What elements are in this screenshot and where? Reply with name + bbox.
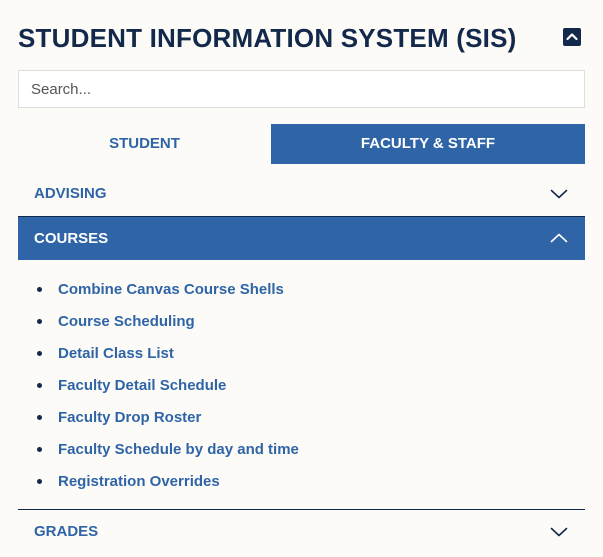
list-item	[18, 404, 585, 436]
page-title: STUDENT INFORMATION SYSTEM (SIS)	[18, 23, 517, 53]
course-link-faculty-schedule-by-day-and-time[interactable]: Faculty Schedule by day and time	[58, 441, 299, 458]
chevron-down-icon	[550, 189, 568, 199]
bullet	[37, 383, 42, 388]
list-item	[18, 276, 585, 308]
bullet	[37, 479, 42, 484]
accordion-courses[interactable]	[18, 216, 585, 260]
list-item	[18, 308, 585, 340]
bullet	[37, 415, 42, 420]
courses-link-list	[18, 276, 585, 500]
course-link-faculty-detail-schedule[interactable]: Faculty Detail Schedule	[58, 377, 227, 394]
accordion-grades[interactable]	[18, 509, 585, 557]
search-input[interactable]	[18, 70, 585, 108]
list-item	[18, 436, 585, 468]
accordion-grades-label: GRADES	[34, 523, 99, 540]
chevron-down-icon	[550, 527, 568, 537]
bullet	[37, 447, 42, 452]
course-link-course-scheduling[interactable]: Course Scheduling	[58, 313, 195, 330]
sis-header	[18, 20, 585, 56]
tab-student[interactable]: STUDENT	[109, 135, 180, 152]
chevron-up-icon	[566, 32, 578, 41]
course-link-registration-overrides[interactable]: Registration Overrides	[58, 473, 220, 490]
accordion-advising[interactable]	[18, 174, 585, 216]
accordion-courses-label: COURSES	[34, 230, 109, 247]
chevron-up-icon	[550, 233, 568, 243]
course-link-detail-class-list[interactable]: Detail Class List	[58, 345, 174, 362]
search-container	[18, 70, 585, 108]
bullet	[37, 351, 42, 356]
course-link-combine-canvas-course-shells[interactable]: Combine Canvas Course Shells	[58, 281, 284, 298]
list-item	[18, 468, 585, 500]
role-tabs	[18, 124, 585, 164]
list-item	[18, 372, 585, 404]
list-item	[18, 340, 585, 372]
tab-faculty-staff[interactable]: FACULTY & STAFF	[271, 124, 585, 164]
bullet	[37, 319, 42, 324]
accordion-advising-label: ADVISING	[34, 185, 107, 202]
bullet	[37, 287, 42, 292]
course-link-faculty-drop-roster[interactable]: Faculty Drop Roster	[58, 409, 202, 426]
collapse-panel-button[interactable]	[563, 28, 581, 46]
